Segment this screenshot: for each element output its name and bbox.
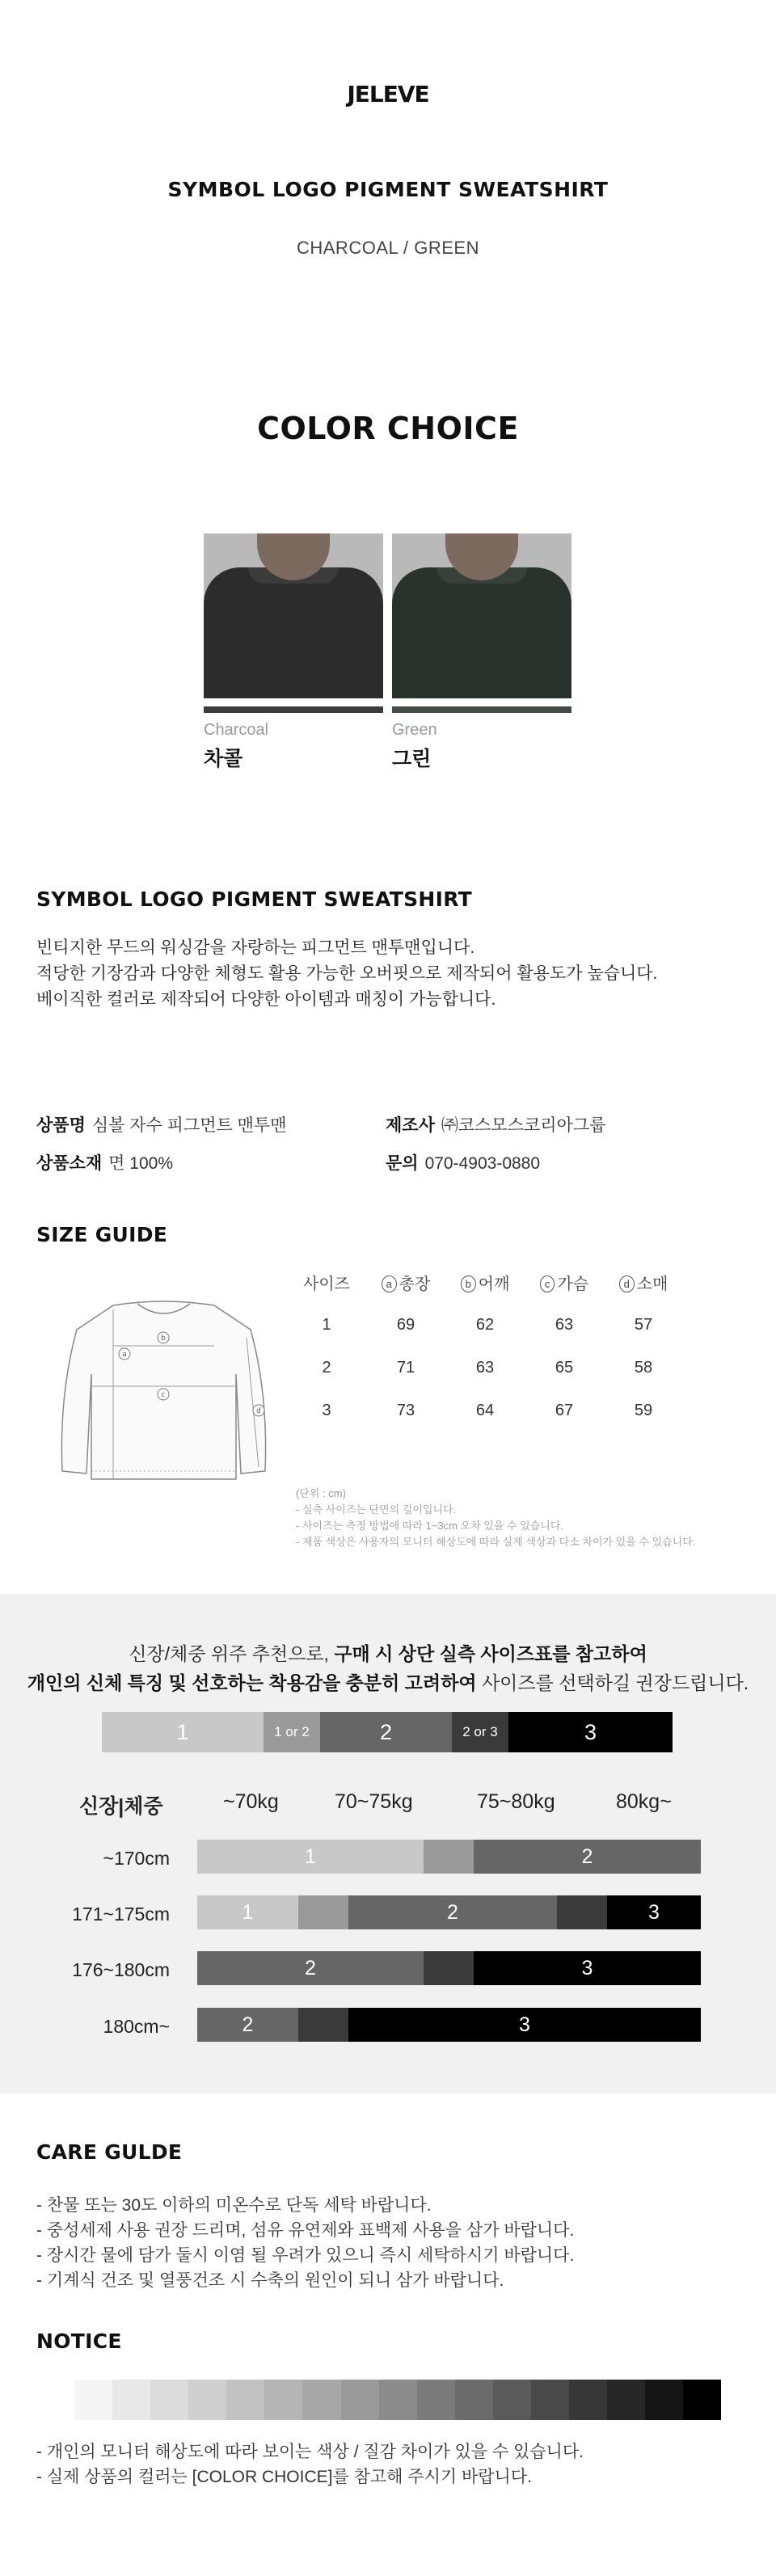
sweatshirt-sketch — [57, 1297, 271, 1511]
size-cell: 67 — [555, 1402, 574, 1419]
weight-col-1: ~70kg — [223, 1790, 279, 1813]
size-cell: 2 — [322, 1359, 331, 1377]
height-row-segment — [424, 1951, 474, 1985]
size-cell: 59 — [634, 1402, 653, 1419]
gradient-step — [607, 2380, 645, 2420]
charcoal-photo — [204, 533, 383, 698]
size-cell: 58 — [634, 1359, 653, 1377]
care-line: - 찬물 또는 30도 이하의 미온수로 단독 세탁 바랍니다. — [36, 2196, 432, 2215]
info-label: 상품명 — [36, 1116, 86, 1135]
height-row-segment: 2 — [474, 1840, 701, 1874]
gradient-step — [302, 2380, 340, 2420]
gradient-step — [379, 2380, 417, 2420]
height-row-label: 176~180cm — [72, 1959, 170, 1980]
swatch-en-label: Charcoal — [204, 721, 269, 739]
gradient-step — [569, 2380, 607, 2420]
weight-col-4: 80kg~ — [616, 1790, 672, 1813]
size-header-chest: c 가슴 — [525, 1271, 604, 1294]
gradient-step — [150, 2380, 188, 2420]
care-line: - 장시간 물에 담가 둘시 이염 될 우려가 있으니 즉시 세탁하시기 바랍니다. — [36, 2246, 575, 2265]
height-row-label: ~170cm — [103, 1848, 170, 1869]
notice-title: NOTICE — [36, 2329, 122, 2353]
info-material — [36, 1150, 173, 1174]
height-row-segment — [424, 1840, 474, 1874]
description-line: 적당한 기장감과 다양한 체형도 활용 가능한 오버핏으로 제작되어 활용도가 높습니다. — [36, 964, 658, 983]
height-row-bar — [197, 1840, 701, 1874]
recommend-text: 사이즈를 선택하길 권장드립니다. — [476, 1672, 749, 1693]
size-cell: 65 — [555, 1359, 574, 1377]
height-row-segment: 1 — [197, 1895, 298, 1929]
info-maker — [386, 1112, 605, 1136]
info-value: 면 100% — [108, 1154, 173, 1173]
recommend-text: 신장/체중 위주 추천으로, — [129, 1643, 335, 1664]
description-line: 베이직한 컬러로 제작되어 다양한 아이템과 매칭이 가능합니다. — [36, 990, 496, 1009]
size-cell: 63 — [475, 1359, 495, 1377]
height-row-segment: 2 — [197, 2008, 298, 2042]
gradient-step — [112, 2380, 150, 2420]
scale-segment: 2 or 3 — [452, 1712, 508, 1752]
size-notes — [296, 1486, 695, 1550]
gradient-step — [683, 2380, 721, 2420]
notice-line: - 실제 상품의 컬러는 [COLOR CHOICE]를 참고해 주시기 바랍니다. — [36, 2468, 532, 2486]
height-row-bar — [197, 2008, 701, 2042]
recommend-text-bold: 구매 시 상단 실측 사이즈표를 참고하여 — [334, 1643, 647, 1664]
height-row-segment: 1 — [197, 1840, 424, 1874]
description-title: SYMBOL LOGO PIGMENT SWEATSHIRT — [36, 887, 473, 911]
info-value: 심볼 자수 피그먼트 맨투맨 — [91, 1116, 287, 1135]
scale-segment: 2 — [320, 1712, 452, 1752]
swatch-ko-label: 그린 — [392, 748, 432, 770]
size-cell: 73 — [396, 1402, 415, 1419]
size-note: - 사이즈는 측정 방법에 따라 1~3cm 오차 있을 수 있습니다. — [296, 1520, 563, 1532]
info-label: 제조사 — [386, 1116, 435, 1135]
size-header-length: a 총장 — [366, 1271, 445, 1294]
gradient-step — [531, 2380, 569, 2420]
size-cell: 57 — [634, 1316, 653, 1334]
scale-segment: 1 or 2 — [264, 1712, 320, 1752]
care-guide-title: CARE GULDE — [36, 2140, 183, 2164]
color-gradient-strip — [36, 2380, 721, 2420]
gradient-step — [645, 2380, 683, 2420]
recommend-line-2 — [0, 1668, 776, 1695]
size-header-sleeve: d 소매 — [604, 1271, 683, 1294]
scale-segment: 3 — [508, 1712, 673, 1752]
gradient-step — [36, 2380, 74, 2420]
size-guide-title: SIZE GUIDE — [36, 1223, 168, 1246]
gradient-step — [455, 2380, 493, 2420]
sketch-label-d: d — [256, 1407, 261, 1415]
care-line: - 중성세제 사용 권장 드리며, 섬유 유연제와 표백제 사용을 삼가 바랍니다. — [36, 2221, 575, 2240]
height-row-segment — [298, 2008, 348, 2042]
height-row-segment: 3 — [607, 1895, 701, 1929]
gradient-step — [226, 2380, 264, 2420]
weight-col-2: 70~75kg — [335, 1790, 413, 1813]
gradient-step — [264, 2380, 302, 2420]
height-row-label: 180cm~ — [103, 2016, 170, 2037]
height-row-segment: 3 — [474, 1951, 701, 1985]
sketch-label-c: c — [161, 1391, 166, 1399]
height-weight-header: 신장|체중 — [79, 1795, 163, 1818]
info-value: ㈜코스모스코리아그룹 — [441, 1116, 606, 1135]
size-cell: 63 — [555, 1316, 574, 1334]
info-product-name — [36, 1112, 287, 1136]
description-text — [36, 935, 657, 1013]
care-line: - 기계식 건조 및 열풍건조 시 수축의 원인이 되니 삼가 바랍니다. — [36, 2271, 504, 2290]
height-row-segment — [298, 1895, 348, 1929]
product-colors: CHARCOAL / GREEN — [296, 238, 479, 258]
height-row-segment — [557, 1895, 607, 1929]
notice-line: - 개인의 모니터 해상도에 따라 보이는 색상 / 질감 차이가 있을 수 있습니다. — [36, 2443, 584, 2461]
notice-text — [36, 2439, 584, 2490]
care-guide-text — [36, 2193, 574, 2293]
size-header-size: 사이즈 — [303, 1275, 350, 1293]
sketch-label-b: b — [161, 1334, 166, 1343]
height-row-bar — [197, 1951, 701, 1985]
info-label: 문의 — [386, 1154, 419, 1173]
charcoal-color-bar — [204, 706, 383, 713]
recommend-line-1 — [0, 1639, 776, 1666]
size-cell: 64 — [475, 1402, 495, 1419]
size-scale-bar — [102, 1712, 673, 1752]
gradient-step — [188, 2380, 226, 2420]
gradient-step — [417, 2380, 455, 2420]
size-note: - 실측 사이즈는 단면의 길이입니다. — [296, 1503, 457, 1516]
size-cell: 3 — [322, 1402, 331, 1419]
green-color-bar — [392, 706, 571, 713]
weight-col-3: 75~80kg — [477, 1790, 555, 1813]
size-row — [287, 1304, 683, 1347]
green-photo — [392, 533, 571, 698]
brand-logo: JELEVE — [347, 81, 429, 108]
gradient-step — [341, 2380, 379, 2420]
size-table-header — [287, 1261, 683, 1304]
scale-segment: 1 — [102, 1712, 264, 1752]
size-header-shoulder: b 어깨 — [445, 1271, 525, 1294]
swatch-green[interactable] — [392, 533, 571, 772]
size-cell: 71 — [396, 1359, 415, 1377]
recommend-text-bold: 개인의 신체 특징 및 선호하는 착용감을 충분히 고려하여 — [27, 1672, 477, 1693]
size-cell: 69 — [396, 1316, 415, 1334]
swatch-charcoal[interactable] — [204, 533, 383, 772]
size-note: (단위 : cm) — [296, 1487, 346, 1499]
size-row — [287, 1389, 683, 1432]
swatch-en-label: Green — [392, 721, 437, 739]
size-cell: 62 — [475, 1316, 495, 1334]
description-line: 빈티지한 무드의 워싱감을 자랑하는 피그먼트 맨투맨입니다. — [36, 938, 475, 957]
swatch-ko-label: 차콜 — [204, 748, 243, 770]
product-title: SYMBOL LOGO PIGMENT SWEATSHIRT — [167, 178, 609, 201]
size-cell: 1 — [322, 1316, 331, 1334]
size-table — [287, 1261, 683, 1432]
size-row — [287, 1347, 683, 1389]
gradient-step — [493, 2380, 531, 2420]
color-choice-title: COLOR CHOICE — [257, 411, 519, 446]
height-row-segment: 2 — [197, 1951, 424, 1985]
height-row-label: 171~175cm — [72, 1904, 170, 1925]
gradient-step — [74, 2380, 112, 2420]
height-row-bar — [197, 1895, 701, 1929]
sketch-label-a: a — [122, 1351, 127, 1359]
height-row-segment: 2 — [348, 1895, 557, 1929]
height-row-segment: 3 — [348, 2008, 701, 2042]
info-label: 상품소재 — [36, 1154, 103, 1173]
info-value: 070-4903-0880 — [424, 1154, 541, 1173]
info-contact — [386, 1150, 540, 1174]
size-note: - 제품 색상은 사용자의 모니터 해상도에 따라 실제 색상과 다소 차이가 있을 수 있습니다. — [296, 1536, 696, 1548]
